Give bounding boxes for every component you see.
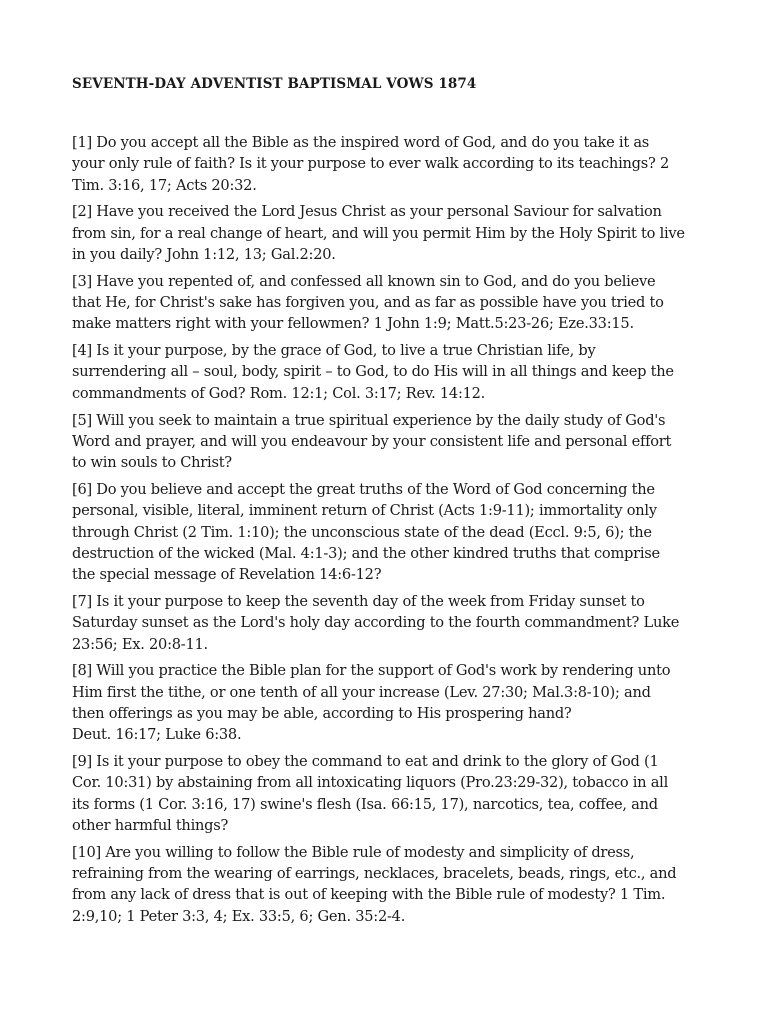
vow-line: Him first the tithe, or one tenth of all your increase (Lev. 27:30; Mal.3:8-10); and xyxy=(72,683,651,701)
vow-paragraph-7 xyxy=(72,591,712,655)
vow-line: surrendering all – soul, body, spirit – to God, to do His will in all things and keep the xyxy=(72,363,674,381)
vow-line: [5] Will you seek to maintain a true spiritual experience by the daily study of God's xyxy=(72,411,666,429)
vow-line: personal, visible, literal, imminent return of Christ (Acts 1:9-11); immortality only xyxy=(72,502,657,520)
vow-paragraph-1 xyxy=(72,132,712,196)
vow-line: from sin, for a real change of heart, and will you permit Him by the Holy Spirit to live xyxy=(72,224,685,242)
vow-line: [9] Is it your purpose to obey the command to eat and drink to the glory of God (1 xyxy=(72,753,659,771)
vow-line: the special message of Revelation 14:6-12? xyxy=(72,566,382,584)
vow-paragraph-2 xyxy=(72,201,712,265)
vow-line: [6] Do you believe and accept the great truths of the Word of God concerning the xyxy=(72,480,655,498)
vow-line: [1] Do you accept all the Bible as the inspired word of God, and do you take it as xyxy=(72,134,650,151)
vow-line: your only rule of faith? Is it your purpose to ever walk according to its teachings? 2 xyxy=(72,155,669,173)
vow-paragraph-9 xyxy=(72,751,712,836)
vow-line: Word and prayer, and will you endeavour by your consistent life and personal effort xyxy=(72,432,672,450)
vow-line: refraining from the wearing of earrings, necklaces, bracelets, beads, rings, etc., and xyxy=(72,865,677,882)
vow-line: commandments of God? Rom. 12:1; Col. 3:17; Rev. 14:12. xyxy=(72,384,486,402)
vow-line: its forms (1 Cor. 3:16, 17) swine's flesh (Isa. 66:15, 17), narcotics, tea, coffee, and xyxy=(72,795,658,813)
vow-paragraph-3 xyxy=(72,271,712,335)
document-title: SEVENTH-DAY ADVENTIST BAPTISMAL VOWS 1874 xyxy=(72,76,477,92)
vow-line: [10] Are you willing to follow the Bible rule of modesty and simplicity of dress, xyxy=(72,843,635,861)
vow-line: from any lack of dress that is out of keeping with the Bible rule of modesty? 1 Tim. xyxy=(72,886,666,904)
vow-line: through Christ (2 Tim. 1:10); the unconscious state of the dead (Eccl. 9:5, 6); the xyxy=(72,523,652,541)
vow-line: then offerings as you may be able, according to His prospering hand? xyxy=(72,704,572,722)
vow-paragraph-8 xyxy=(72,660,712,745)
vow-line: to win souls to Christ? xyxy=(72,454,232,472)
vow-line: [2] Have you received the Lord Jesus Christ as your personal Saviour for salvation xyxy=(72,203,662,221)
vow-line: Cor. 10:31) by abstaining from all intoxicating liquors (Pro.23:29-32), tobacco in all xyxy=(72,774,669,792)
vow-paragraph-6 xyxy=(72,479,712,585)
vow-line: Saturday sunset as the Lord's holy day according to the fourth commandment? Luke xyxy=(72,614,680,632)
vow-line: 2:9,10; 1 Peter 3:3, 4; Ex. 33:5, 6; Gen. 35:2-4. xyxy=(72,907,406,925)
vow-line: destruction of the wicked (Mal. 4:1-3); and the other kindred truths that comprise xyxy=(72,544,660,562)
vow-line: [3] Have you repented of, and confessed all known sin to God, and do you believe xyxy=(72,272,656,290)
vow-paragraph-4 xyxy=(72,340,712,404)
vow-line: that He, for Christ's sake has forgiven you, and as far as possible have you tried to xyxy=(72,294,664,312)
vow-line: [4] Is it your purpose, by the grace of God, to live a true Christian life, by xyxy=(72,342,596,360)
vow-line: Tim. 3:16, 17; Acts 20:32. xyxy=(72,176,257,194)
vow-line: make matters right with your fellowmen? 1 John 1:9; Matt.5:23-26; Eze.33:15. xyxy=(72,315,634,333)
vow-line: [7] Is it your purpose to keep the seventh day of the week from Friday sunset to xyxy=(72,592,645,610)
vow-line: 23:56; Ex. 20:8-11. xyxy=(72,635,208,653)
vow-line: in you daily? John 1:12, 13; Gal.2:20. xyxy=(72,245,336,263)
vow-line: other harmful things? xyxy=(72,816,229,834)
vow-paragraph-10 xyxy=(72,842,712,927)
vow-paragraph-5 xyxy=(72,410,712,474)
vows-list xyxy=(72,132,712,932)
vow-line: [8] Will you practice the Bible plan for the support of God's work by rendering unto xyxy=(72,662,671,680)
vow-line: Deut. 16:17; Luke 6:38. xyxy=(72,726,242,744)
